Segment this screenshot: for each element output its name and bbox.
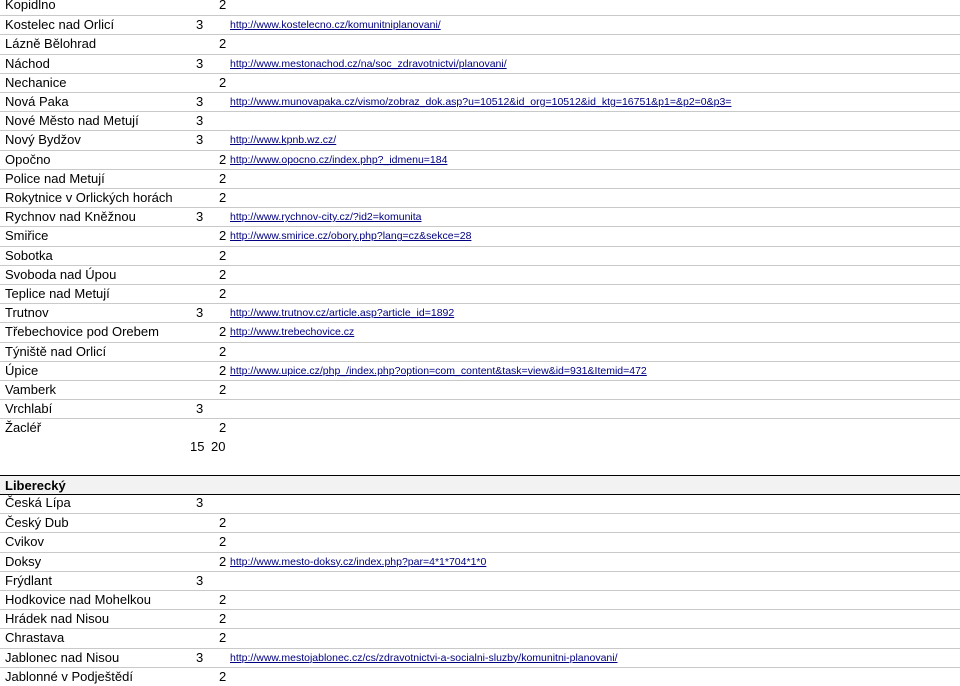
level-value: 3 bbox=[196, 94, 204, 109]
table-row bbox=[0, 265, 960, 284]
level-value: 2 bbox=[219, 74, 227, 90]
municipality-name: Lázně Bělohrad bbox=[5, 36, 97, 52]
totals-row bbox=[0, 438, 960, 457]
level-value: 2 bbox=[219, 630, 227, 646]
level-value: 2 bbox=[219, 36, 227, 52]
level-value: 2 bbox=[219, 151, 227, 167]
level-value: 2 bbox=[219, 0, 227, 12]
level-value: 2 bbox=[219, 190, 227, 205]
table-row bbox=[0, 111, 960, 130]
table-row bbox=[0, 54, 960, 73]
level-value: 2 bbox=[219, 343, 227, 359]
table-row bbox=[0, 571, 960, 590]
planning-link[interactable]: http://www.munovapaka.cz/vismo/zobraz_dok.asp?u=10512&id_org=10512&id_ktg=16751&p1=&p2=0&p3= bbox=[230, 96, 732, 108]
level-value: 3 bbox=[196, 305, 204, 321]
table-row bbox=[0, 380, 960, 399]
municipality-name: Nový Bydžov bbox=[5, 132, 81, 148]
level-value: 3 bbox=[196, 401, 204, 417]
table-row bbox=[0, 418, 960, 437]
municipality-name: Nové Město nad Metují bbox=[5, 113, 139, 129]
table-row bbox=[0, 590, 960, 609]
table-row bbox=[0, 532, 960, 551]
planning-link[interactable]: http://www.smirice.cz/obory.php?lang=cz&sekce=28 bbox=[230, 230, 472, 243]
level-value: 2 bbox=[219, 668, 227, 684]
municipality-name: Rokytnice v Orlických horách bbox=[5, 190, 173, 205]
municipality-name: Český Dub bbox=[5, 515, 69, 531]
level-value: 2 bbox=[219, 611, 227, 627]
municipality-name: Jablonec nad Nisou bbox=[5, 649, 120, 665]
municipality-name: Kopidlno bbox=[5, 0, 56, 12]
municipality-name: Frýdlant bbox=[5, 572, 52, 588]
level-value: 2 bbox=[219, 170, 227, 186]
level-value: 3 bbox=[196, 649, 204, 665]
municipality-name: Svoboda nad Úpou bbox=[5, 266, 117, 282]
municipality-name: Opočno bbox=[5, 151, 51, 167]
level-value: 3 bbox=[196, 572, 204, 588]
region-header bbox=[0, 475, 960, 495]
level-value: 3 bbox=[196, 55, 204, 71]
planning-link[interactable]: http://www.kostelecno.cz/komunitniplanovani/ bbox=[230, 19, 441, 32]
table-row bbox=[0, 188, 960, 207]
table-row bbox=[0, 92, 960, 111]
planning-link[interactable]: http://www.trutnov.cz/article.asp?article_id=1892 bbox=[230, 307, 455, 320]
total-count-3: 15 bbox=[190, 439, 205, 454]
municipality-name: Kostelec nad Orlicí bbox=[5, 17, 115, 33]
municipality-name: Trutnov bbox=[5, 305, 49, 321]
table-row bbox=[0, 246, 960, 265]
municipality-name: Úpice bbox=[5, 362, 39, 378]
table-row bbox=[0, 303, 960, 322]
planning-link[interactable]: http://www.mestojablonec.cz/cs/zdravotnictvi-a-socialni-sluzby/komunitni-planovani/ bbox=[230, 651, 618, 664]
municipality-name: Česká Lípa bbox=[5, 495, 71, 510]
table-row bbox=[0, 0, 960, 15]
level-value: 3 bbox=[196, 132, 204, 148]
municipality-name: Rychnov nad Kněžnou bbox=[5, 209, 136, 225]
table-row bbox=[0, 34, 960, 53]
municipality-name: Vamberk bbox=[5, 382, 57, 397]
table-row bbox=[0, 361, 960, 380]
level-value: 3 bbox=[196, 17, 204, 33]
planning-link[interactable]: http://www.rychnov-city.cz/?id2=komunita bbox=[230, 211, 422, 224]
municipality-name: Třebechovice pod Orebem bbox=[5, 324, 159, 340]
level-value: 3 bbox=[196, 113, 204, 129]
planning-link[interactable]: http://www.opocno.cz/index.php?_idmenu=184 bbox=[230, 153, 448, 166]
total-count-2: 20 bbox=[211, 439, 226, 454]
level-value: 2 bbox=[219, 266, 227, 282]
level-value: 2 bbox=[219, 247, 227, 263]
table-row bbox=[0, 628, 960, 647]
table-row bbox=[0, 552, 960, 571]
planning-link[interactable]: http://www.kpnb.wz.cz/ bbox=[230, 134, 337, 147]
municipality-name: Cvikov bbox=[5, 534, 45, 550]
table-row bbox=[0, 513, 960, 532]
municipality-name: Nová Paka bbox=[5, 94, 69, 109]
table-row bbox=[0, 15, 960, 34]
table-row bbox=[0, 342, 960, 361]
level-value: 2 bbox=[219, 324, 227, 340]
table-row bbox=[0, 130, 960, 149]
level-value: 2 bbox=[219, 382, 227, 397]
level-value: 3 bbox=[196, 495, 204, 510]
municipality-name: Náchod bbox=[5, 55, 50, 71]
table-row bbox=[0, 322, 960, 341]
municipality-name: Žacléř bbox=[5, 420, 42, 436]
municipality-name: Nechanice bbox=[5, 74, 67, 90]
municipality-name: Chrastava bbox=[5, 630, 65, 646]
level-value: 2 bbox=[219, 228, 227, 244]
table-row bbox=[0, 667, 960, 686]
table-row bbox=[0, 494, 960, 513]
level-value: 3 bbox=[196, 209, 204, 225]
level-value: 2 bbox=[219, 286, 227, 301]
region-title: Liberecký bbox=[5, 478, 66, 493]
planning-link[interactable]: http://www.mesto-doksy.cz/index.php?par=4*1*704*1*0 bbox=[230, 555, 487, 568]
municipality-name: Police nad Metují bbox=[5, 170, 105, 186]
level-value: 2 bbox=[219, 534, 227, 550]
municipality-name: Teplice nad Metují bbox=[5, 286, 110, 301]
level-value: 2 bbox=[219, 553, 227, 569]
planning-link[interactable]: http://www.upice.cz/php_/index.php?option=com_content&task=view&id=931&Itemid=472 bbox=[230, 364, 647, 377]
table-row bbox=[0, 226, 960, 245]
table-row bbox=[0, 150, 960, 169]
municipality-name: Sobotka bbox=[5, 247, 53, 263]
municipality-name: Hrádek nad Nisou bbox=[5, 611, 110, 627]
table-row bbox=[0, 207, 960, 226]
municipality-name: Smiřice bbox=[5, 228, 49, 244]
planning-link[interactable]: http://www.trebechovice.cz bbox=[230, 326, 355, 339]
table-row bbox=[0, 609, 960, 628]
municipality-name: Vrchlabí bbox=[5, 401, 53, 417]
level-value: 2 bbox=[219, 420, 227, 436]
municipality-name: Týniště nad Orlicí bbox=[5, 343, 107, 359]
table-row bbox=[0, 73, 960, 92]
level-value: 2 bbox=[219, 515, 227, 531]
municipality-name: Doksy bbox=[5, 553, 42, 569]
level-value: 2 bbox=[219, 362, 227, 378]
municipality-name: Jablonné v Podještědí bbox=[5, 668, 133, 684]
table-row bbox=[0, 169, 960, 188]
table-row bbox=[0, 284, 960, 303]
planning-link[interactable]: http://www.mestonachod.cz/na/soc_zdravotnictvi/planovani/ bbox=[230, 57, 507, 70]
table-row bbox=[0, 648, 960, 667]
municipality-name: Hodkovice nad Mohelkou bbox=[5, 592, 151, 607]
table-row bbox=[0, 399, 960, 418]
level-value: 2 bbox=[219, 592, 227, 607]
